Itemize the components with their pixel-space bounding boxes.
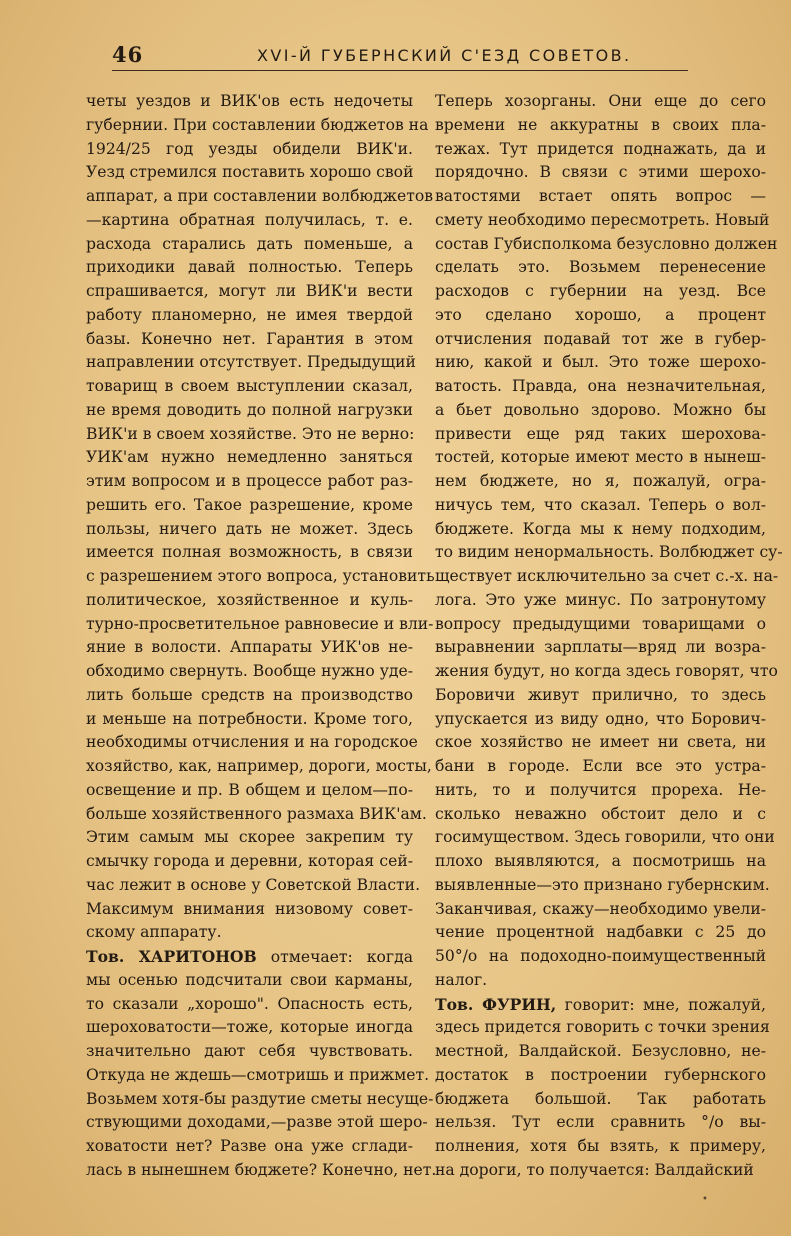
text-line: упускается из виду одно, что Борович-: [435, 709, 766, 728]
text-line: госимуществом. Здесь говорили, что они: [435, 828, 775, 847]
text-line: четы уездов и ВИК'ов есть недочеты: [86, 92, 413, 110]
text-line: плохо выявляются, а посмотришь на: [435, 852, 766, 870]
text-line: спрашивается, могут ли ВИК'и вести: [86, 282, 413, 300]
text-line: Тов. ХАРИТОНОВ отмечает: когда: [86, 947, 413, 966]
text-line: ничусь тем, что сказал. Теперь о вол-: [435, 495, 766, 514]
text-line: хозяйство, как, например, дороги, мосты,: [86, 757, 432, 775]
text-line: Теперь хозорганы. Они еще до сего: [435, 92, 766, 110]
text-line: вопросу предыдущими товарищами о: [435, 614, 766, 633]
text-line: губернии. При составлении бюджетов на: [86, 115, 429, 134]
text-line: Этим самым мы скорее закрепим ту: [86, 828, 413, 847]
text-line: это сделано хорошо, а процент: [435, 305, 766, 324]
text-line: 50°/о на подоходно-поимущественный: [435, 947, 766, 965]
text-line: чение процентной надбавки с 25 до: [435, 923, 766, 942]
page-header: [0, 38, 791, 74]
text-line: ствующими доходами,—разве этой шеро-: [86, 1113, 428, 1132]
text-line: сделать это. Возьмем перенесение: [435, 258, 766, 277]
text-line: нем бюджете, но я, пожалуй, огра-: [435, 472, 766, 490]
text-line: освещение и пр. В общем и целом—по-: [86, 780, 413, 799]
text-line: необходимы отчисления и на городское: [86, 733, 418, 752]
text-line: бани в городе. Если все это устра-: [435, 757, 766, 775]
text-line: Максимум внимания низовому совет-: [86, 899, 413, 918]
left-column: [86, 90, 437, 1183]
text-line: Уезд стремился поставить хорошо свой: [86, 163, 414, 182]
text-line: ватость. Правда, она незначительная,: [435, 377, 766, 395]
right-column: [435, 90, 783, 1183]
text-line: нельзя. Тут если сравнить °/о вы-: [435, 1113, 766, 1132]
text-line: лась в нынешнем бюджете? Конечно, нет.: [86, 1160, 437, 1179]
text-line: работу планомерно, не имея твердой: [86, 305, 413, 324]
speaker-name: Тов. ХАРИТОНОВ: [86, 947, 257, 966]
text-line: местной, Валдайской. Безусловно, не-: [435, 1042, 766, 1060]
text-line: нию, какой и был. Это тоже шерохо-: [435, 353, 766, 372]
text-line: выявленные—это признано губернским.: [435, 875, 770, 894]
text-line: значительно дают себя чувствовать.: [86, 1042, 413, 1060]
text-line: скому аппарату.: [86, 923, 222, 942]
text-line: тостей, которые имеют место в нынеш-: [435, 448, 766, 467]
text-line: нить, то и получится прореха. Не-: [435, 780, 766, 799]
text-line: яние в волости. Аппараты УИК'ов не-: [86, 638, 413, 657]
text-line: отчисления подавай тот же в губер-: [435, 329, 766, 348]
text-line: Боровичи живут прилично, то здесь: [435, 685, 766, 704]
text-line: Возьмем хотя-бы раздутие сметы несуще-: [86, 1089, 434, 1108]
text-line: решить его. Такое разрешение, кроме: [86, 495, 413, 514]
text-line: ществует исключительно за счет с.-х. на-: [435, 567, 779, 585]
text-line: направлении отсутствует. Предыдущий: [86, 353, 416, 372]
text-line: больше хозяйственного размаха ВИК'ам.: [86, 804, 427, 823]
text-line: аппарат, а при составлении волбюджетов: [86, 187, 434, 205]
text-line: бюджета большой. Так работать: [435, 1089, 766, 1108]
text-line: времени не аккуратны в своих пла-: [435, 115, 766, 134]
text-line: приходики давай полностью. Теперь: [86, 258, 413, 277]
text-line: бюджете. Когда мы к нему подходим,: [435, 519, 766, 538]
text-line: час лежит в основе у Советской Власти.: [86, 875, 421, 894]
text-line: не время доводить до полной нагрузки: [86, 400, 413, 419]
text-line: УИК'ам нужно немедленно заняться: [86, 448, 413, 467]
running-head: XVI-Й ГУБЕРНСКИЙ С'ЕЗД СОВЕТОВ.: [257, 46, 632, 65]
text-line: 1924/25 год уезды обидели ВИК'и.: [86, 139, 413, 158]
text-line: лить больше средств на производство: [86, 685, 413, 704]
text-line: обходимо свернуть. Вообще нужно уде-: [86, 662, 413, 680]
text-line: и меньше на потребности. Кроме того,: [86, 709, 413, 728]
text-line: Заканчивая, скажу—необходимо увели-: [435, 899, 766, 918]
footer-mark: •: [702, 1194, 708, 1205]
text-line: Откуда не ждешь—смотришь и прижмет.: [86, 1065, 430, 1084]
text-line: на дороги, то получается: Валдайский: [435, 1160, 754, 1179]
text-line: шероховатости—тоже, которые иногда: [86, 1018, 413, 1037]
text-line: —картина обратная получилась, т. е.: [86, 210, 413, 229]
text-line: сколько неважно обстоит дело и с: [435, 804, 766, 823]
text-line: привести еще ряд таких шерохова-: [435, 424, 766, 443]
text-line: расхода старались дать поменьше, а: [86, 234, 413, 253]
text-line: ватостями встает опять вопрос —: [435, 187, 766, 205]
text-line: то видим ненормальность. Волбюджет су-: [435, 543, 783, 562]
text-line: турно-просветительное равновесие и вли-: [86, 614, 434, 633]
text-line: базы. Конечно нет. Гарантия в этом: [86, 329, 413, 348]
text-line: этим вопросом и в процессе работ раз-: [86, 472, 413, 490]
speaker-name: Тов. ФУРИН,: [435, 994, 557, 1014]
text-line: а бьет довольно здорово. Можно бы: [435, 400, 766, 419]
text-line: ховатости нет? Разве она уже сглади-: [86, 1137, 413, 1155]
header-rule: [112, 70, 688, 71]
text-line: расходов с губернии на уезд. Все: [435, 282, 766, 300]
text-line: смычку города и деревни, которая сей-: [86, 852, 413, 870]
text-line: мы осенью подсчитали свои карманы,: [86, 970, 413, 989]
text-line: состав Губисполкома безусловно должен: [435, 234, 778, 253]
text-line: пользы, ничего дать не может. Здесь: [86, 519, 413, 538]
text-line: достаток в построении губернского: [435, 1065, 766, 1084]
text-line: тежах. Тут придется поднажать, да и: [435, 139, 766, 158]
text-line: товарищ в своем выступлении сказал,: [86, 377, 413, 395]
text-line: жения будут, но когда здесь говорят, что: [435, 662, 778, 680]
text-line: имеется полная возможность, в связи: [86, 543, 413, 562]
text-line: с разрешением этого вопроса, установить: [86, 567, 435, 585]
text-line: политическое, хозяйственное и куль-: [86, 590, 413, 609]
text-line: ское хозяйство не имеет ни света, ни: [435, 733, 766, 752]
text-line: ВИК'и в своем хозяйстве. Это не верно:: [86, 424, 415, 443]
text-line: то сказали „хорошо". Опасность есть,: [86, 994, 413, 1013]
text-line: выравнении зарплаты—вряд ли возра-: [435, 638, 766, 657]
text-line: налог.: [435, 970, 488, 989]
page-number: 46: [112, 42, 144, 67]
text-line: здесь придется говорить с точки зрения: [435, 1018, 770, 1037]
text-line: смету необходимо пересмотреть. Новый: [435, 210, 770, 229]
text-line: полнения, хотя бы взять, к примеру,: [435, 1137, 766, 1155]
text-line: лога. Это уже минус. По затронутому: [435, 590, 766, 609]
text-line: порядочно. В связи с этими шерохо-: [435, 163, 766, 182]
text-line: Тов. ФУРИН, говорит: мне, пожалуй,: [435, 994, 766, 1014]
